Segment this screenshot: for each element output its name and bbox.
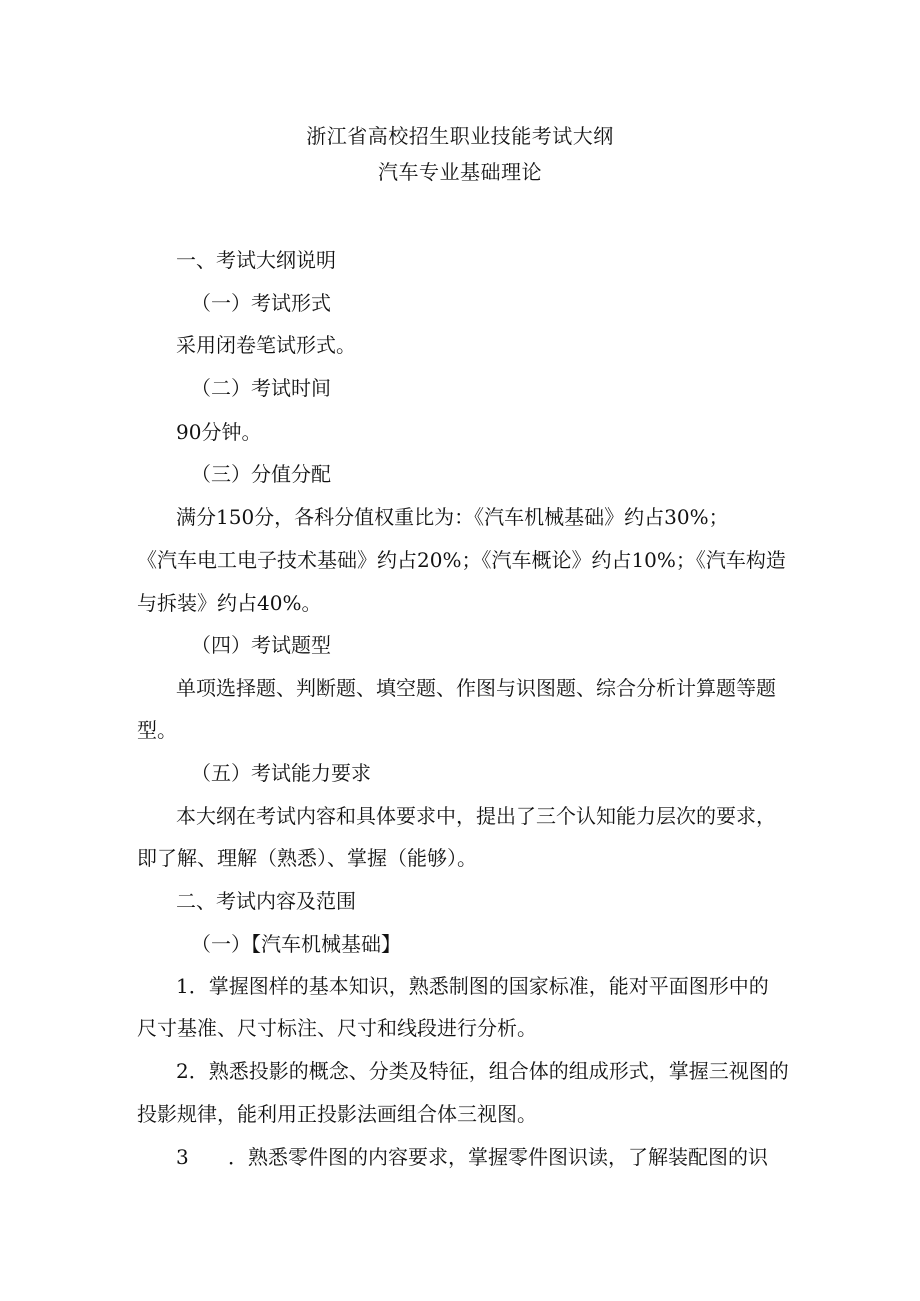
section-heading-1: 一、考试大纲说明	[176, 248, 336, 272]
subsection-heading-score: （三）分值分配	[191, 462, 331, 486]
list-item-3	[176, 1145, 768, 1169]
subsection-heading-exam-format: （一）考试形式	[191, 291, 331, 315]
paragraph-ability: 本大纲在考试内容和具体要求中，提出了三个认知能力层次的要求，	[176, 804, 776, 828]
list-item-2-continued: 投影规律，能利用正投影法画组合体三视图。	[137, 1102, 537, 1126]
subsection-heading-question-types: （四）考试题型	[191, 633, 331, 657]
list-item-2: 2．熟悉投影的概念、分类及特征，组合体的组成形式，掌握三视图的	[176, 1059, 789, 1083]
list-item-3-number: 3	[176, 1145, 189, 1169]
subsection-heading-mechanical: （一）【汽车机械基础】	[191, 932, 401, 956]
subsection-heading-exam-time: （二）考试时间	[191, 376, 331, 400]
document-title: 浙江省高校招生职业技能考试大纲	[306, 124, 614, 148]
section-heading-2: 二、考试内容及范围	[176, 889, 356, 913]
paragraph-exam-format: 采用闭卷笔试形式。	[176, 333, 356, 357]
paragraph-question-types: 型。	[137, 718, 177, 742]
paragraph-exam-time: 90分钟。	[176, 420, 262, 444]
list-item-3-text: ．熟悉零件图的内容要求，掌握零件图识读，了解装配图的识	[228, 1145, 768, 1169]
paragraph-question-types: 单项选择题、判断题、填空题、作图与识图题、综合分析计算题等题	[176, 676, 776, 700]
list-item-1: 1．掌握图样的基本知识，熟悉制图的国家标准，能对平面图形中的	[176, 974, 769, 998]
paragraph-score-line: 与拆装》约占40%。	[137, 591, 322, 615]
document-subtitle: 汽车专业基础理论	[378, 160, 542, 184]
paragraph-score-line: 《汽车电工电子技术基础》约占20%；《汽车概论》约占10%；《汽车构造	[137, 548, 786, 572]
paragraph-ability: 即了解、理解（熟悉）、掌握（能够）。	[137, 846, 477, 870]
subsection-heading-ability: （五）考试能力要求	[191, 761, 371, 785]
list-item-1-continued: 尺寸基准、尺寸标注、尺寸和线段进行分析。	[137, 1016, 537, 1040]
paragraph-score-line: 满分150分，各科分值权重比为：《汽车机械基础》约占30%；	[176, 505, 729, 529]
